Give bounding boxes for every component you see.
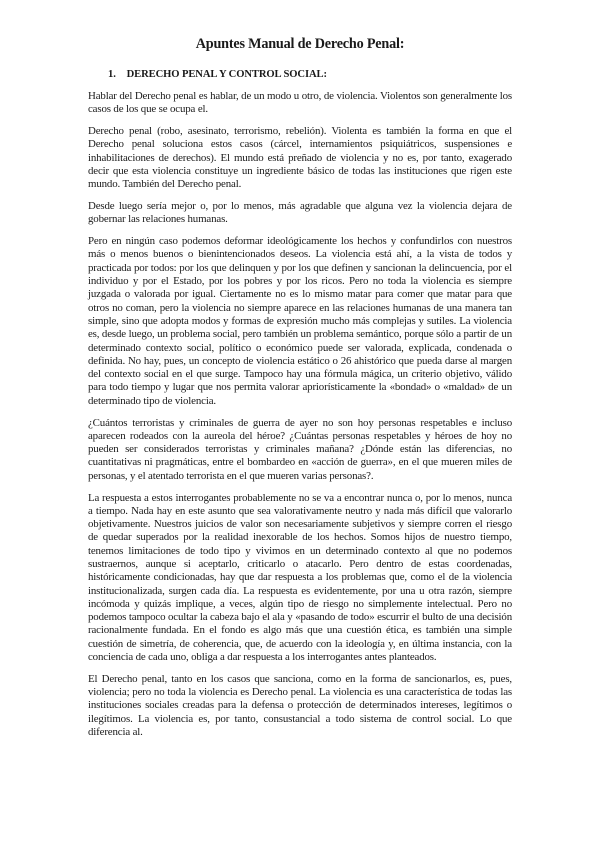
- paragraph: Desde luego sería mejor o, por lo menos, más agradable que alguna vez la violencia dejara de gobernar las relaciones humanas.: [88, 200, 512, 226]
- document-title: Apuntes Manual de Derecho Penal:: [195, 36, 405, 52]
- section-heading-text: DERECHO PENAL Y CONTROL SOCIAL:: [126, 69, 327, 80]
- paragraph: Pero en ningún caso podemos deformar ideológicamente los hechos y confundirlos con nuestros más o menos buenos o bienintencionados deseos. La violencia está ahí, a la vista de todos y practicada por todos: por los que delinquen y por los que definen y sancionan la delincuencia, por el individuo y por el Estado, por los pobres y por los ricos. Pero no toda la violencia es siempre juzgada o valorada por igual. Ciertamente no es lo mismo matar para comer que matar para que otros no coman, pero la violencia no siempre aparece en las relaciones humanas de una manera tan simple, sino que adopta modos y formas de expresión mucho más complejas y sutiles. La violencia es, desde luego, un problema social, pero también un problema semántico, porque sólo a partir de un determinado contexto social, político o económico puede ser valorada, explicada, condenada o definida. No hay, pues, un concepto de violencia estático o 26 ahistórico que pueda darse al margen del contexto social en el que surge. Tampoco hay una fórmula mágica, un criterio objetivo, válido para todo tiempo y lugar que nos permita valorar apriorísticamente la «bondad» o «maldad» de un determinado tipo de violencia.: [88, 235, 512, 407]
- section-number: 1.: [108, 69, 116, 80]
- paragraph: El Derecho penal, tanto en los casos que sanciona, como en la forma de sancionarlos, es, pues, violencia; pero no toda la violencia es Derecho penal. La violencia es una característica de todas las instituciones sociales creadas para la defensa o protección de determinados intereses, legítimos o ilegítimos. La violencia es, por tanto, consustancial a todo sistema de control social. Lo que diferencia al.: [88, 672, 512, 739]
- paragraph: Derecho penal (robo, asesinato, terrorismo, rebelión). Violenta es también la forma en que el Derecho penal soluciona estos casos (cárcel, internamientos psiquiátricos, suspensiones e inhabilitaciones de derechos). El mundo está preñado de violencia y no es, por tanto, exagerado decir que esta violencia constituye un ingrediente básico de todas las instituciones que rigen este mundo. También del Derecho penal.: [88, 125, 512, 191]
- paragraph: La respuesta a estos interrogantes probablemente no se va a encontrar nunca o, por lo menos, nunca a tiempo. Nada hay en este asunto que sea valorativamente neutro y nada más difícil que valorarlo objetivamente. Nuestros juicios de valor son necesariamente subjetivos y siempre corren el riesgo de quedar superados por la realidad inexorable de los hechos. Somos hijos de nuestro tiempo, tenemos limitaciones de todo tipo y vivimos en un determinado contexto al que no podemos sustraernos, aunque si aceptarlo, criticarlo o atacarlo. Pero dentro de estas coordenadas, históricamente condicionadas, hay que dar respuesta a los problemas que, como el de la violencia institucionalizada, surgen cada día. La respuesta es evidentemente, por una u otra razón, siempre incómoda y quizás implique, a veces, algún tipo de riesgo no simplemente intelectual. Pero no podemos tampoco ocultar la cabeza bajo el ala y «pasando de todo» escurrir el bulto de una decisión racionalmente fundada. En el fondo es algo más que una cuestión ética, es también una simple cuestión de simetría, de coherencia, que, de acuerdo con la ideología y, en última instancia, con la conciencia de cada uno, obliga a dar respuesta a los interrogantes antes planteados.: [88, 491, 512, 664]
- paragraph: Hablar del Derecho penal es hablar, de un modo u otro, de violencia. Violentos son generalmente los casos de los que se ocupa el.: [88, 90, 512, 116]
- paragraph: ¿Cuántos terroristas y criminales de guerra de ayer no son hoy personas respetables e incluso aparecen rodeados con la aureola del héroe? ¿Cuántas personas respetables y héroes de hoy no pueden ser considerados terroristas y criminales mañana? ¿Dónde están las diferencias, no cuantitativas ni pragmáticas, entre el bombardeo en «acción de guerra», en el que mueren miles de personas, y el atentado terrorista en el que mueren varias personas?.: [88, 416, 512, 482]
- section-heading: [108, 69, 512, 80]
